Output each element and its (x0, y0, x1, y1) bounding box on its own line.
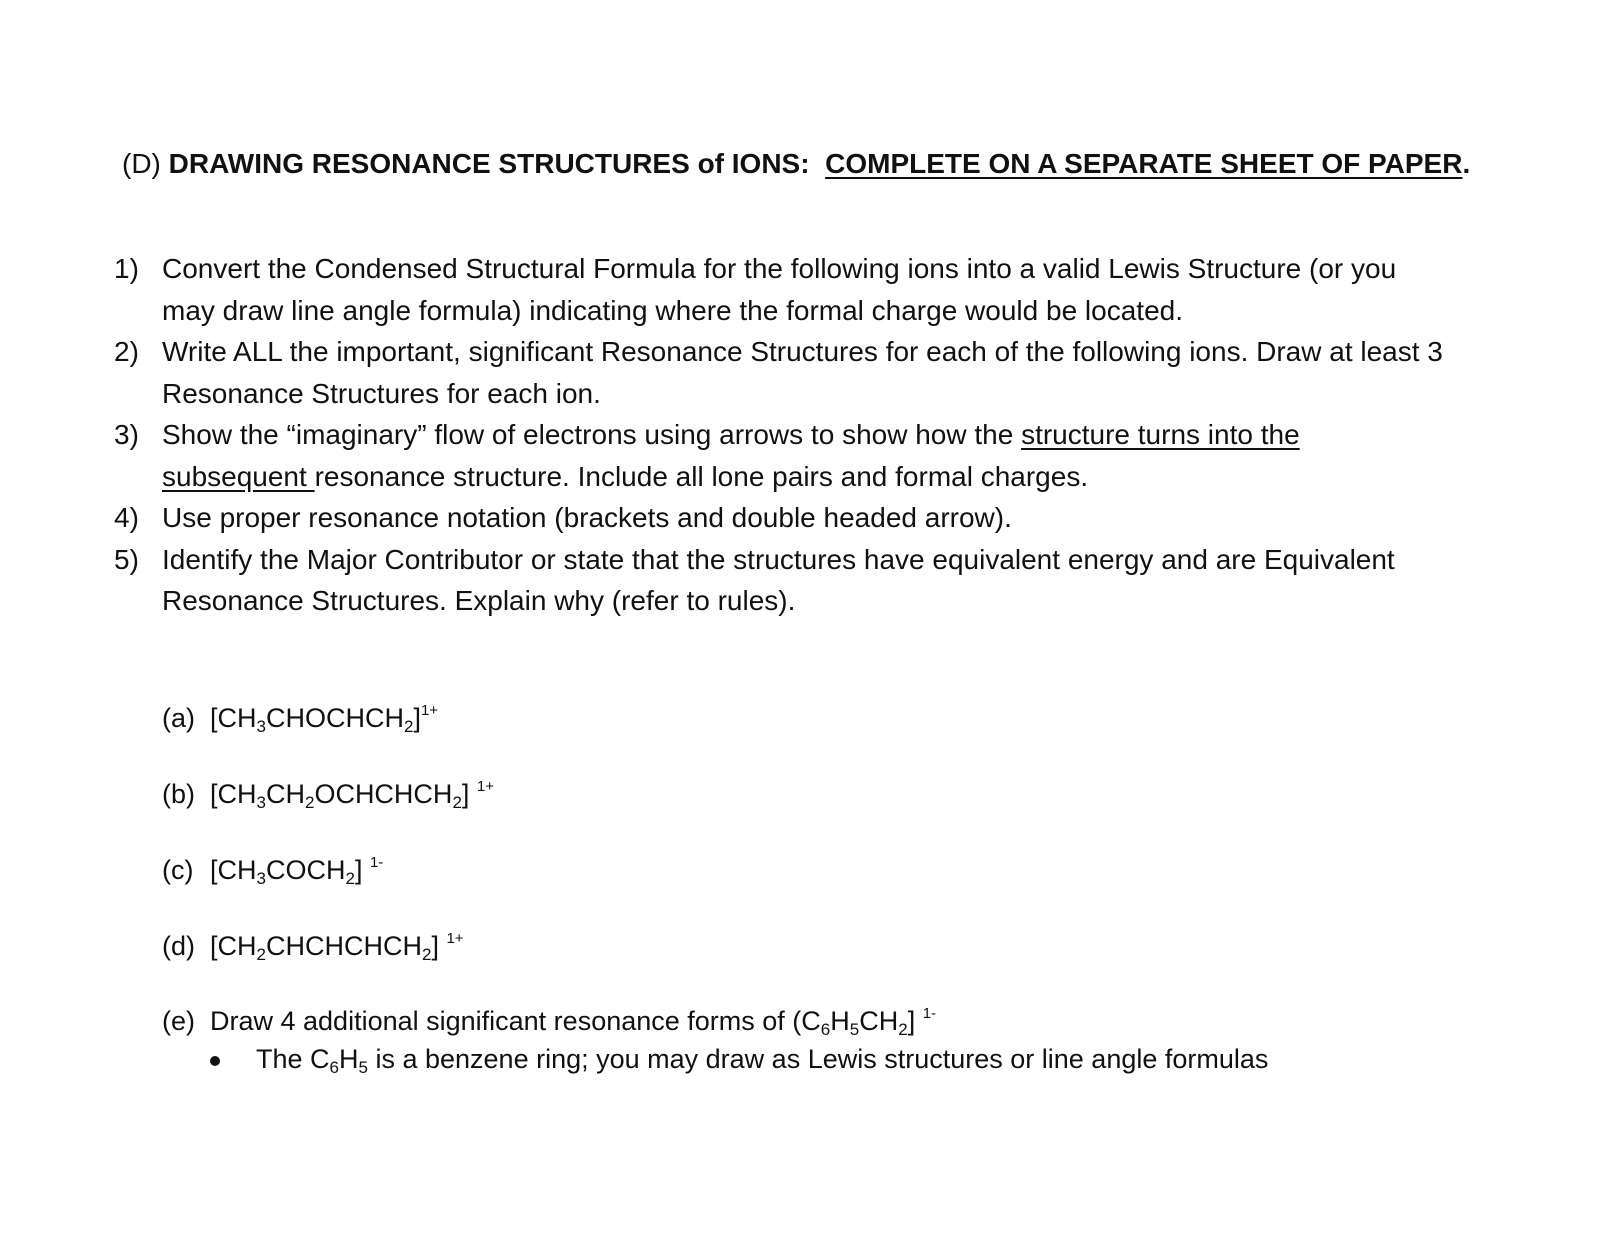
heading-end-punct: . (1462, 148, 1471, 179)
instruction-number: 5) (114, 543, 139, 575)
formula-subscript: 2 (403, 717, 414, 736)
ion-charge: 1- (922, 1005, 937, 1022)
ion-item-e (162, 1004, 936, 1038)
instruction-number: 1) (114, 253, 139, 284)
instruction-number: 4) (114, 502, 139, 533)
bullet-text: H (339, 1044, 359, 1074)
instruction-text: Show the “imaginary” flow of electrons using arrows to show how the (162, 419, 1022, 450)
instruction-item (114, 539, 1444, 622)
instruction-item (114, 497, 1444, 539)
formula-subscript: 2 (304, 793, 315, 812)
heading-underlined-note: COMPLETE ON A SEPARATE SHEET OF PAPER (825, 148, 1463, 179)
instruction-text: Use proper resonance notation (brackets and double headed arrow). (162, 502, 1012, 533)
bullet-note (208, 1042, 1268, 1076)
instruction-text: Identify the Major Contributor or state that the structures have equivalent energy and are Equivalent Resonance Structures. Explain why (refer to rules). (162, 543, 1395, 616)
formula-subscript: 2 (452, 793, 462, 812)
ion-label: (b) (162, 779, 195, 809)
instruction-underlined-text: structure turns into the subsequent (162, 419, 1300, 492)
instruction-number: 2) (114, 336, 139, 367)
formula-part: H (830, 1006, 850, 1036)
formula-part: ] (907, 1006, 923, 1036)
formula-part: Draw 4 additional significant resonance forms of (C (210, 1006, 821, 1036)
ion-item-c (162, 853, 383, 887)
ion-item-b (162, 777, 494, 811)
section-heading (122, 146, 1470, 182)
formula-part: CHOCHCH (265, 703, 404, 733)
formula-part: [CH (210, 931, 257, 961)
formula-part: [CH (210, 779, 257, 809)
formula-subscript: 6 (820, 1020, 831, 1039)
formula-part: CHCHCHCH (265, 931, 422, 961)
formula-subscript: 2 (898, 1020, 908, 1039)
ion-item-a (162, 701, 438, 735)
ion-label: (a) (162, 703, 195, 733)
ion-charge: 1+ (446, 930, 464, 947)
ion-item-d (162, 929, 464, 963)
formula-subscript: 3 (256, 793, 266, 812)
instruction-item (114, 414, 1444, 497)
ion-label: (e) (162, 1006, 195, 1036)
formula-subscript: 2 (345, 869, 355, 888)
formula-part: ] (354, 855, 370, 885)
formula-part: ] (413, 703, 421, 733)
instruction-list (114, 248, 1444, 622)
ion-label: (c) (162, 855, 194, 885)
ion-label: (d) (162, 931, 195, 961)
formula-part: CH (859, 1006, 899, 1036)
heading-title: DRAWING RESONANCE STRUCTURES of IONS: (168, 148, 810, 179)
formula-part: [CH (210, 855, 257, 885)
instruction-text: Convert the Condensed Structural Formula for the following ions into a valid Lewis Structure (or you may draw line angle formula) indicating where the formal charge would be located. (162, 253, 1397, 326)
instruction-text: resonance structure. Include all lone pairs and formal charges. (314, 460, 1089, 492)
bullet-dot (208, 1042, 256, 1076)
formula-part: ] (461, 779, 477, 809)
bullet-text: The C (256, 1044, 330, 1074)
ion-charge: 1- (369, 854, 384, 871)
formula-subscript: 3 (256, 717, 266, 736)
formula-part: ] (431, 931, 447, 961)
formula-subscript: 5 (358, 1058, 368, 1077)
bullet-text: is a benzene ring; you may draw as Lewis structures or line angle formulas (367, 1044, 1269, 1074)
formula-part: COCH (265, 855, 346, 885)
ion-charge: 1+ (476, 778, 495, 795)
formula-subscript: 2 (256, 945, 266, 964)
heading-prefix: (D) (122, 148, 169, 179)
formula-part: OCHCHCH (314, 779, 453, 809)
formula-part: [CH (210, 703, 257, 733)
formula-subscript: 2 (421, 945, 432, 964)
formula-subscript: 5 (849, 1020, 860, 1039)
formula-subscript: 3 (256, 869, 266, 888)
formula-subscript: 6 (329, 1058, 339, 1077)
instruction-number: 3) (114, 419, 139, 450)
formula-part: CH (265, 779, 305, 809)
ion-charge: 1+ (420, 702, 439, 719)
instruction-text: Write ALL the important, significant Resonance Structures for each of the following ions. Draw at least 3 Resonance Structures for each ion. (162, 336, 1443, 409)
instruction-item (114, 248, 1444, 331)
instruction-item (114, 331, 1444, 414)
